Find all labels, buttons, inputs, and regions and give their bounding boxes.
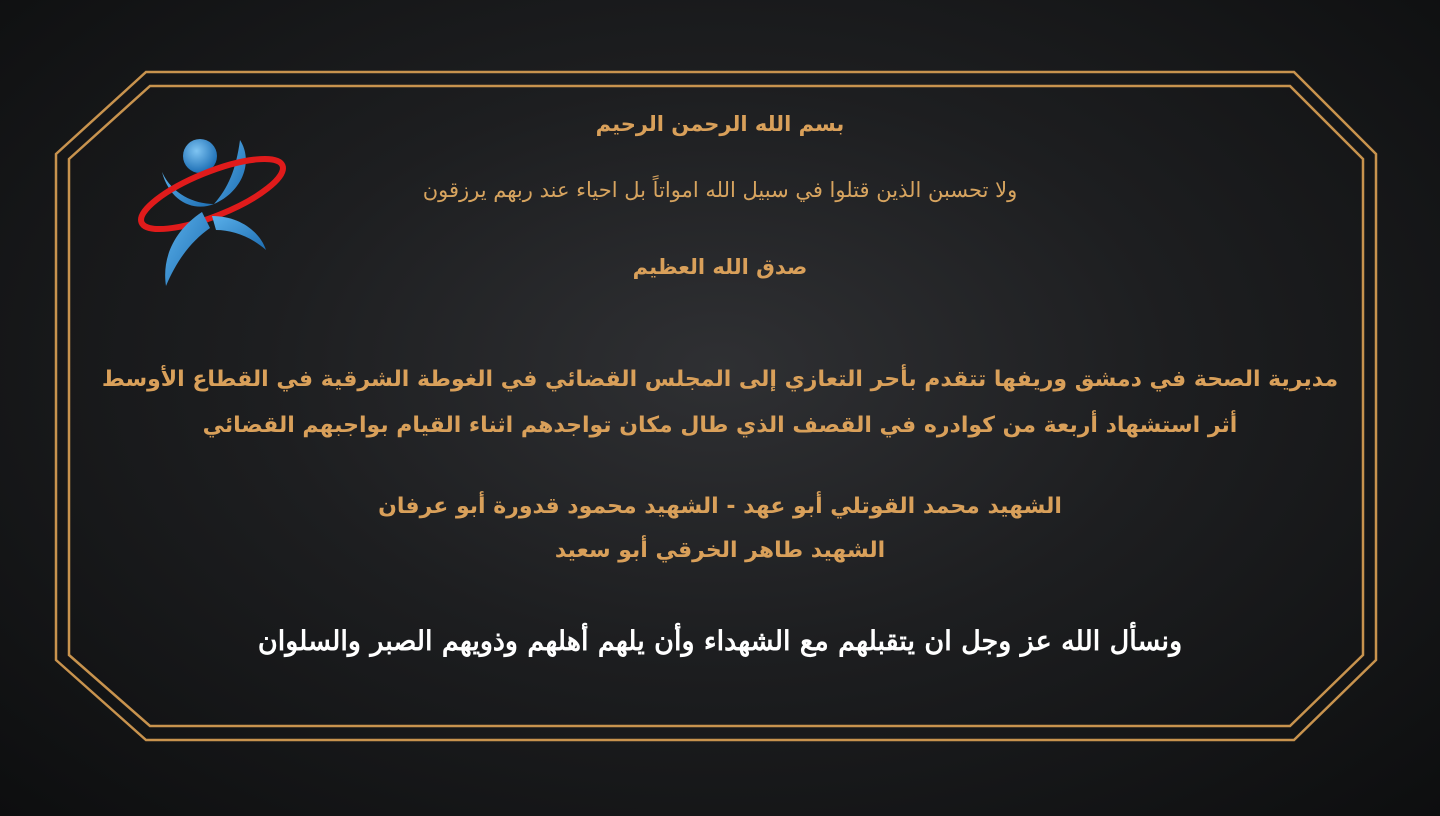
logo-leg-right [212,216,266,250]
condolence-text-line-2: أثر استشهاد أربعة من كوادره في القصف الذي طال مكان تواجدهم اثناء القيام بواجبهم القضائي [202,413,1238,438]
closing-prayer: ونسأل الله عز وجل ان يتقبلهم مع الشهداء وأن يلهم أهلهم وذويهم الصبر والسلوان [257,626,1183,657]
basmala-heading: بسم الله الرحمن الرحيم [595,112,845,136]
sadaq-closing: صدق الله العظيم [632,255,808,279]
quran-verse: ولا تحسبن الذين قتلوا في سبيل الله امواتاً بل احياء عند ربهم يرزقون [422,178,1018,202]
condolence-text-line-1: مديرية الصحة في دمشق وريفها تتقدم بأحر التعازي إلى المجلس القضائي في الغوطة الشرقية في القطاع الأوسط [101,367,1339,392]
martyr-names-line-1: الشهيد محمد القوتلي أبو عهد - الشهيد محمود قدورة أبو عرفان [378,494,1062,519]
martyr-names-line-2: الشهيد طاهر الخرقي أبو سعيد [554,538,886,563]
